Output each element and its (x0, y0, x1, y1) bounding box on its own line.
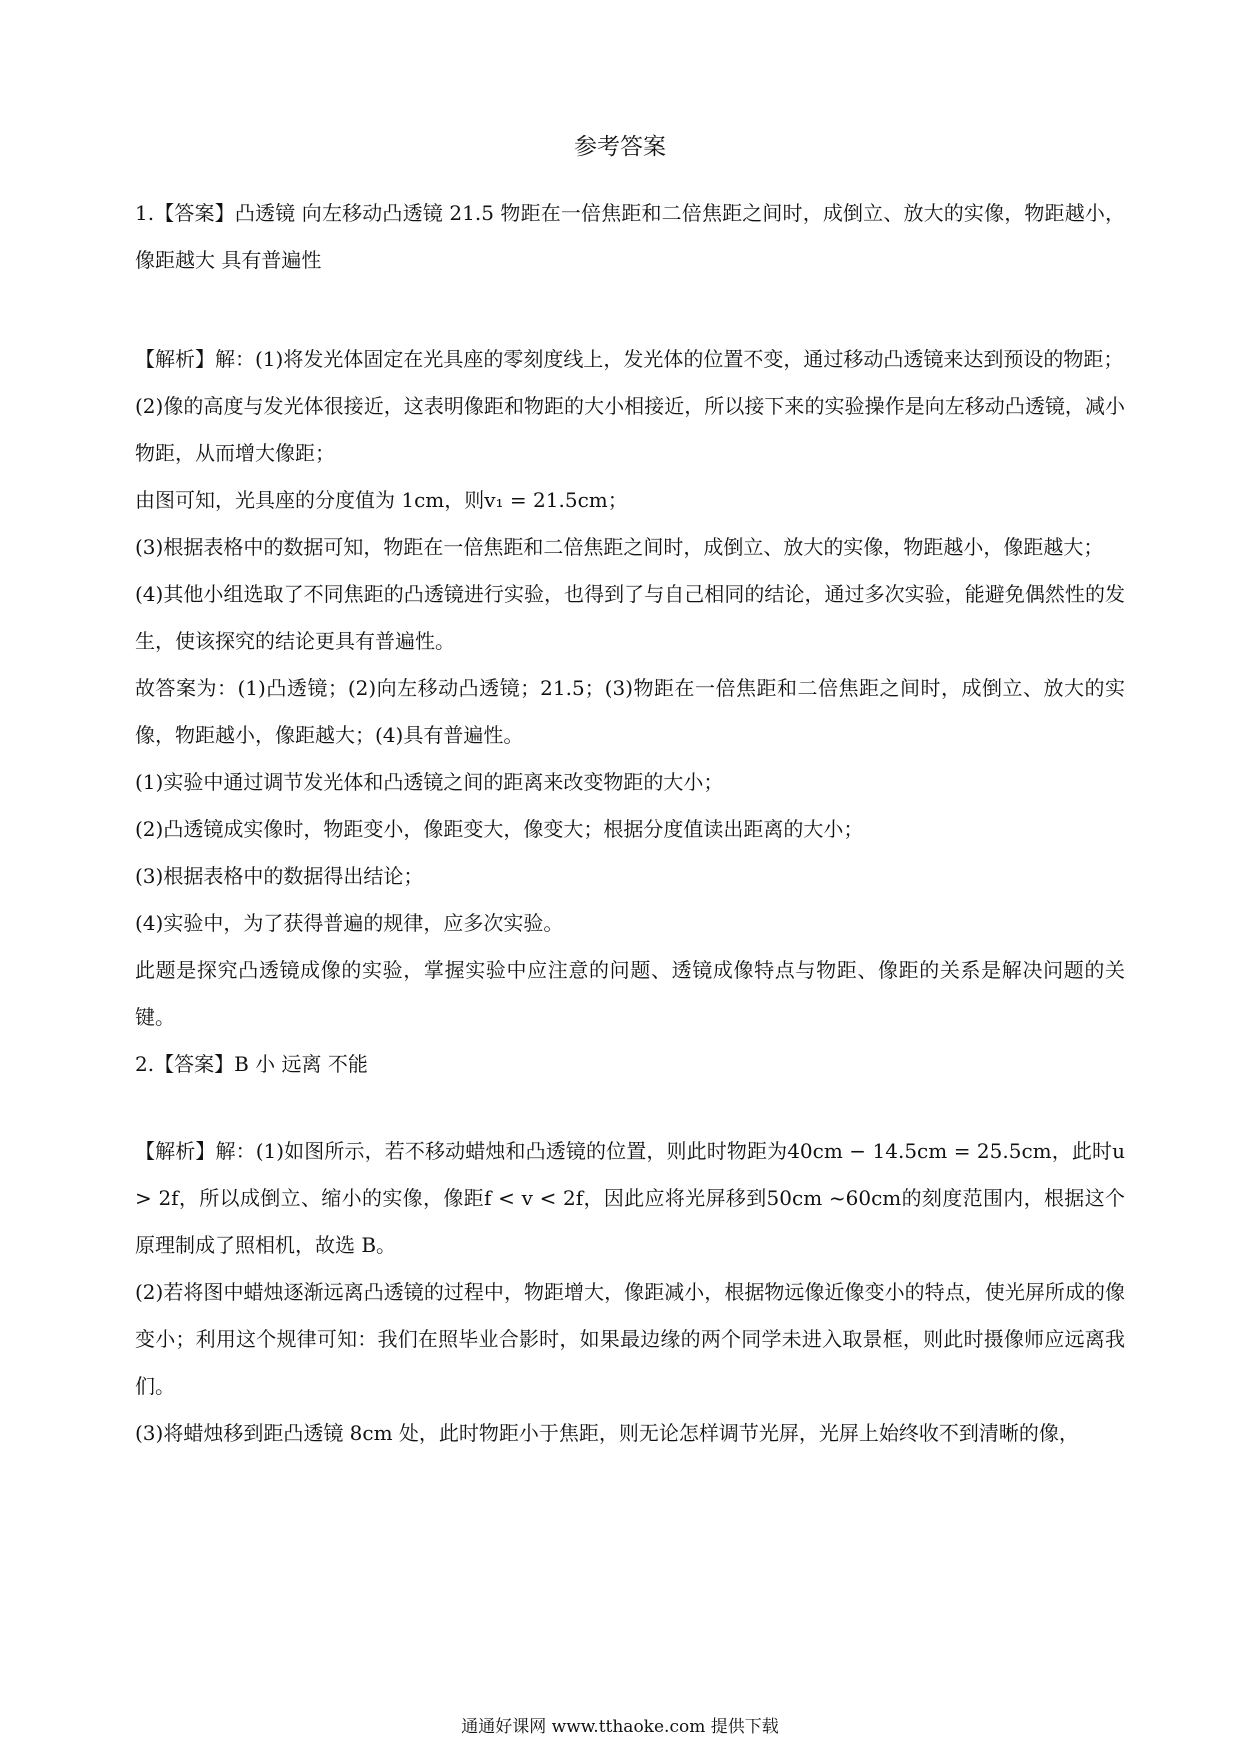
analysis-2-step-2: (2)若将图中蜡烛逐渐远离凸透镜的过程中，物距增大，像距减小，根据物远像近像变小的特点，使光屏所成的像变小；利用这个规律可知：我们在照毕业合影时，如果最边缘的两个同学未进入取景框，则此时摄像师应远离我们。 (135, 1280, 1125, 1398)
point-4: (4)实验中，为了获得普遍的规律，应多次实验。 (135, 911, 564, 935)
analysis-1-step-2: (2)像的高度与发光体很接近，这表明像距和物距的大小相接近，所以接下来的实验操作是向左移动凸透镜，减小物距，从而增大像距； (135, 394, 1125, 465)
answer-content (135, 190, 1125, 1457)
analysis-1-step-4: (4)其他小组选取了不同焦距的凸透镜进行实验，也得到了与自己相同的结论，通过多次实验，能避免偶然性的发生，使该探究的结论更具有普遍性。 (135, 582, 1125, 653)
analysis-2-step-1: 【解析】解：(1)如图所示，若不移动蜡烛和凸透镜的位置，则此时物距为40cm − 14.5cm = 25.5cm，此时u > 2f，所以成倒立、缩小的实像，像距f < v < 2f，因此应将光屏移到50cm ~60cm的刻度范围内，根据这个原理制成了照相机，故选 B。 (135, 1139, 1125, 1257)
page-title: 参考答案 (574, 134, 666, 160)
analysis-1-reading: 由图可知，光具座的分度值为 1cm，则v₁ = 21.5cm； (135, 488, 628, 512)
answer-summary-1: 故答案为：(1)凸透镜；(2)向左移动凸透镜；21.5；(3)物距在一倍焦距和二倍焦距之间时，成倒立、放大的实像，物距越小，像距越大；(4)具有普遍性。 (135, 676, 1125, 747)
analysis-1-intro: 【解析】解：(1)将发光体固定在光具座的零刻度线上，发光体的位置不变，通过移动凸透镜来达到预设的物距； (135, 347, 1124, 371)
point-2: (2)凸透镜成实像时，物距变小，像距变大，像变大；根据分度值读出距离的大小； (135, 817, 864, 841)
comment-1: 此题是探究凸透镜成像的实验，掌握实验中应注意的问题、透镜成像特点与物距、像距的关系是解决问题的关键。 (135, 958, 1125, 1029)
page-footer: 通通好课网 www.tthaoke.com 提供下载 (461, 1717, 779, 1737)
point-1: (1)实验中通过调节发光体和凸透镜之间的距离来改变物距的大小； (135, 770, 724, 794)
answer-1: 1.【答案】凸透镜 向左移动凸透镜 21.5 物距在一倍焦距和二倍焦距之间时，成倒立、放大的实像，物距越小，像距越大 具有普遍性 (135, 201, 1125, 272)
answer-2: 2.【答案】B 小 远离 不能 (135, 1052, 368, 1076)
point-3: (3)根据表格中的数据得出结论； (135, 864, 424, 888)
analysis-1-step-3: (3)根据表格中的数据可知，物距在一倍焦距和二倍焦距之间时，成倒立、放大的实像，物距越小，像距越大； (135, 535, 1104, 559)
analysis-2-step-3: (3)将蜡烛移到距凸透镜 8cm 处，此时物距小于焦距，则无论怎样调节光屏，光屏上始终收不到清晰的像， (135, 1421, 1079, 1445)
